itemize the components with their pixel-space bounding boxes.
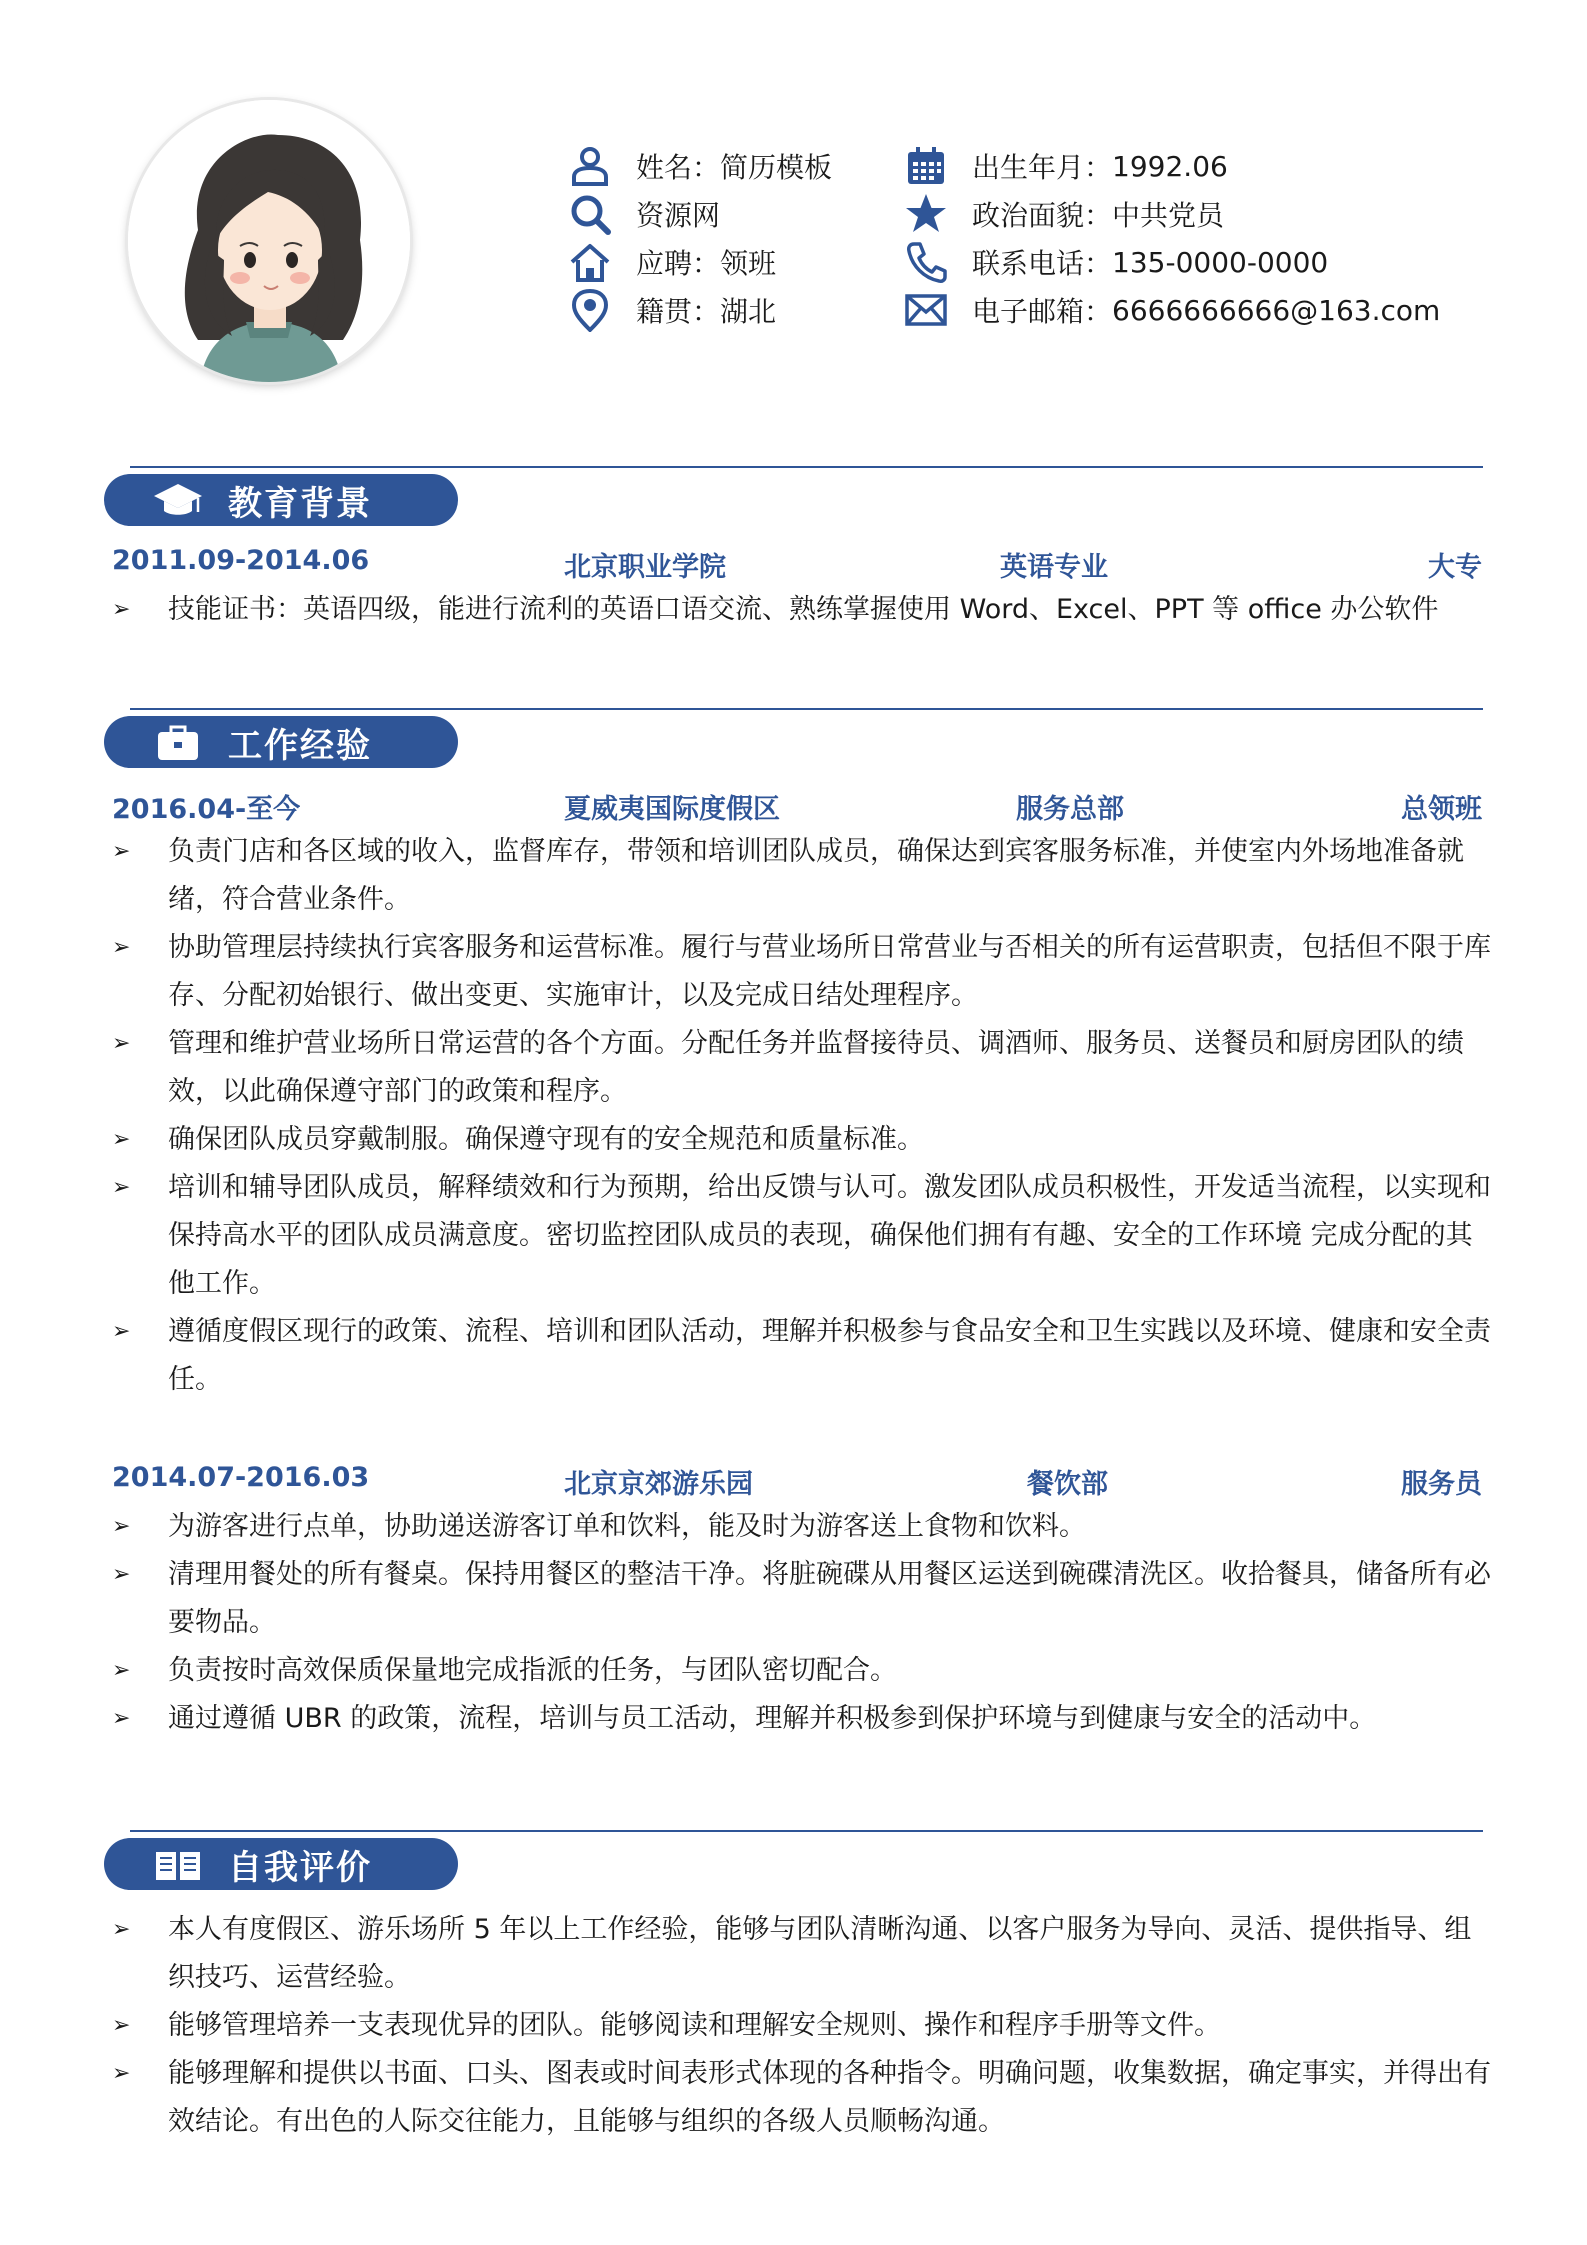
info-row-political: [904, 190, 1464, 238]
info-row-hometown: [568, 286, 908, 334]
entry-org: 北京京郊游乐园: [564, 1469, 753, 1500]
list-item: ➢ 确保团队成员穿戴制服。确保遵守现有的安全规范和质量标准。: [112, 1116, 1492, 1164]
phone-value: 135-0000-0000: [1112, 245, 1329, 279]
entry-dept: 服务总部: [1016, 794, 1124, 825]
entry-date: 2014.07-2016.03: [112, 1462, 370, 1493]
list-item: ➢ 能够理解和提供以书面、口头、图表或时间表形式体现的各种指令。明确问题，收集数据，确定事实，并得出有效结论。有出色的人际交往能力，且能够与组织的各级人员顺畅沟通。: [112, 2050, 1492, 2146]
list-item: ➢ 管理和维护营业场所日常运营的各个方面。分配任务并监督接待员、调酒师、服务员、送餐员和厨房团队的绩效，以此确保遵守部门的政策和程序。: [112, 1020, 1492, 1116]
birth-value: 1992.06: [1112, 149, 1228, 183]
work-entry-header: [112, 787, 1482, 827]
arrow-bullet-icon: ➢: [112, 1031, 131, 1056]
list-item: ➢ 协助管理层持续执行宾客服务和运营标准。履行与营业场所日常营业与否相关的所有运营职责，包括但不限于库存、分配初始银行、做出变更、实施审计，以及完成日结处理程序。: [112, 924, 1492, 1020]
list-item: ➢ 为游客进行点单，协助递送游客订单和饮料，能及时为游客送上食物和饮料。: [112, 1503, 1492, 1551]
hometown-value: 湖北: [720, 295, 777, 328]
list-item: ➢ 本人有度假区、游乐场所 5 年以上工作经验，能够与团队清晰沟通、以客户服务为导向、灵活、提供指导、组织技巧、运营经验。: [112, 1906, 1492, 2002]
arrow-bullet-icon: ➢: [112, 1319, 131, 1344]
name-value: 简历模板: [720, 151, 833, 184]
position-sep: ：: [692, 247, 721, 280]
hometown-label: 籍贯: [636, 295, 693, 328]
personal-info-left: [568, 142, 908, 334]
education-entry-header: [112, 545, 1482, 585]
arrow-bullet-icon: ➢: [112, 1514, 131, 1539]
arrow-bullet-icon: ➢: [112, 1175, 131, 1200]
work-entry-header: [112, 1462, 1482, 1502]
list-item: ➢ 遵循度假区现行的政策、流程、培训和团队活动，理解并积极参与食品安全和卫生实践以及环境、健康和安全责任。: [112, 1308, 1492, 1404]
position-label: 应聘: [636, 247, 693, 280]
entry-date: 2011.09-2014.06: [112, 545, 370, 576]
entry-date: 2016.04-至今: [112, 794, 301, 825]
education-heading: [104, 474, 458, 526]
arrow-bullet-icon: ➢: [112, 839, 131, 864]
work-title: 工作经验: [228, 725, 372, 766]
list-item: ➢ 技能证书：英语四级，能进行流利的英语口语交流、熟练掌握使用 Word、Excel、PPT 等 office 办公软件: [112, 586, 1492, 634]
entry-role: 总领班: [1401, 794, 1482, 825]
arrow-bullet-icon: ➢: [112, 935, 131, 960]
personal-info-right: [904, 142, 1464, 334]
search-icon: [568, 192, 612, 236]
self-heading: [104, 1838, 458, 1890]
work-divider: [130, 708, 1483, 710]
work-bullets-2: [112, 1503, 1492, 1743]
education-divider: [130, 466, 1483, 468]
entry-org: 北京职业学院: [564, 552, 726, 583]
email-label: 电子邮箱: [972, 295, 1085, 328]
name-label: 姓名: [636, 151, 693, 184]
list-item: ➢ 负责门店和各区域的收入，监督库存，带领和培训团队成员，确保达到宾客服务标准，并使室内外场地准备就绪，符合营业条件。: [112, 828, 1492, 924]
phone-icon: [904, 240, 948, 284]
arrow-bullet-icon: ➢: [112, 2061, 131, 2086]
name-sep: ：: [692, 151, 721, 184]
arrow-bullet-icon: ➢: [112, 1706, 131, 1731]
political-label: 政治面貌: [972, 199, 1085, 232]
list-item: ➢ 通过遵循 UBR 的政策，流程，培训与员工活动，理解并积极参到保护环境与到健康与安全的活动中。: [112, 1695, 1492, 1743]
email-sep: ：: [1084, 295, 1113, 328]
arrow-bullet-icon: ➢: [112, 597, 131, 622]
phone-sep: ：: [1084, 247, 1113, 280]
avatar-illustration: [128, 100, 410, 382]
birth-label: 出生年月: [972, 151, 1085, 184]
location-icon: [568, 288, 612, 332]
work-bullets-1: [112, 828, 1492, 1404]
list-item: ➢ 能够管理培养一支表现优异的团队。能够阅读和理解安全规则、操作和程序手册等文件。: [112, 2002, 1492, 2050]
info-row-birth: [904, 142, 1464, 190]
star-icon: [904, 192, 948, 236]
arrow-bullet-icon: ➢: [112, 2013, 131, 2038]
info-row-name: [568, 142, 908, 190]
self-divider: [130, 1830, 1483, 1832]
hometown-sep: ：: [692, 295, 721, 328]
calendar-icon: [904, 144, 948, 188]
list-item: ➢ 培训和辅导团队成员，解释绩效和行为预期，给出反馈与认可。激发团队成员积极性，开发适当流程，以实现和保持高水平的团队成员满意度。密切监控团队成员的表现，确保他们拥有有趣、安全的工作环境 完成分配的其他工作。: [112, 1164, 1492, 1308]
entry-dept: 英语专业: [1000, 552, 1108, 583]
position-value: 领班: [720, 247, 777, 280]
list-item: ➢ 负责按时高效保质保量地完成指派的任务，与团队密切配合。: [112, 1647, 1492, 1695]
graduation-cap-icon: [152, 480, 204, 520]
info-row-email: [904, 286, 1464, 334]
home-icon: [568, 240, 612, 284]
education-title: 教育背景: [228, 483, 372, 524]
mail-icon: [904, 288, 948, 332]
resource-label: 资源网: [636, 199, 721, 232]
education-bullets: [112, 586, 1492, 634]
email-value: 6666666666@163.com: [1112, 293, 1441, 327]
arrow-bullet-icon: ➢: [112, 1127, 131, 1152]
work-heading: [104, 716, 458, 768]
political-sep: ：: [1084, 199, 1113, 232]
info-row-resource: [568, 190, 908, 238]
open-book-icon: [152, 1844, 204, 1884]
entry-role: 服务员: [1401, 1469, 1482, 1500]
list-item: ➢ 清理用餐处的所有餐桌。保持用餐区的整洁干净。将脏碗碟从用餐区运送到碗碟清洗区。收拾餐具，储备所有必要物品。: [112, 1551, 1492, 1647]
entry-role: 大专: [1428, 552, 1482, 583]
info-row-phone: [904, 238, 1464, 286]
briefcase-icon: [152, 722, 204, 762]
arrow-bullet-icon: ➢: [112, 1562, 131, 1587]
arrow-bullet-icon: ➢: [112, 1917, 131, 1942]
birth-sep: ：: [1084, 151, 1113, 184]
avatar: [128, 100, 410, 382]
phone-label: 联系电话: [972, 247, 1085, 280]
entry-dept: 餐饮部: [1027, 1469, 1108, 1500]
user-icon: [568, 144, 612, 188]
self-title: 自我评价: [228, 1847, 372, 1888]
info-row-position: [568, 238, 908, 286]
arrow-bullet-icon: ➢: [112, 1658, 131, 1683]
entry-org: 夏威夷国际度假区: [564, 794, 780, 825]
political-value: 中共党员: [1112, 199, 1225, 232]
self-bullets: [112, 1906, 1492, 2146]
